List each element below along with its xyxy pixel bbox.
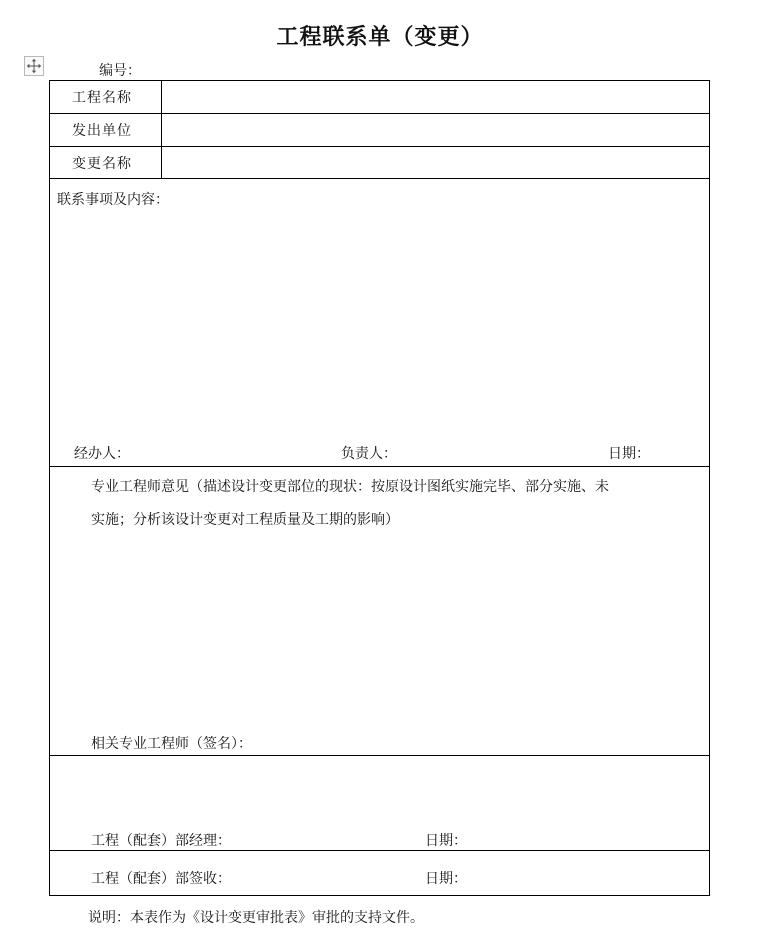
footnote: 说明：本表作为《设计变更审批表》审批的支持文件。 (88, 910, 424, 926)
receipt-section[interactable] (50, 851, 709, 895)
change-name-field[interactable] (162, 147, 709, 178)
manager-label: 工程（配套）部经理： (91, 833, 231, 849)
issuer-field[interactable] (162, 114, 709, 146)
contact-date-label: 日期： (608, 446, 650, 462)
responsible-label: 负责人： (341, 446, 397, 462)
document-title: 工程联系单（变更） (276, 25, 484, 50)
receipt-label: 工程（配套）部签收： (91, 871, 231, 887)
contact-form-table (49, 80, 710, 896)
engineer-opinion-text-line1: 专业工程师意见（描述设计变更部位的现状：按原设计图纸实施完毕、部分实施、未 (91, 479, 609, 495)
engineer-opinion-section[interactable] (50, 467, 709, 756)
receipt-date-label: 日期： (425, 871, 467, 887)
project-name-label: 工程名称 (50, 81, 162, 113)
issuer-row (50, 114, 709, 147)
issuer-label: 发出单位 (50, 114, 162, 146)
engineer-signature-label: 相关专业工程师（签名）： (91, 736, 252, 752)
project-name-field[interactable] (162, 81, 709, 113)
serial-number-label: 编号： (99, 63, 141, 79)
manager-section[interactable] (50, 756, 709, 851)
manager-date-label: 日期： (425, 833, 467, 849)
change-name-row (50, 147, 709, 179)
change-name-label: 变更名称 (50, 147, 162, 178)
contact-content-label: 联系事项及内容： (57, 192, 169, 208)
project-name-row (50, 81, 709, 114)
engineer-opinion-text-line2: 实施；分析该设计变更对工程质量及工期的影响） (91, 512, 399, 528)
contact-content-section[interactable] (50, 179, 709, 467)
table-move-handle-icon[interactable] (24, 56, 44, 76)
handler-label: 经办人： (74, 446, 130, 462)
